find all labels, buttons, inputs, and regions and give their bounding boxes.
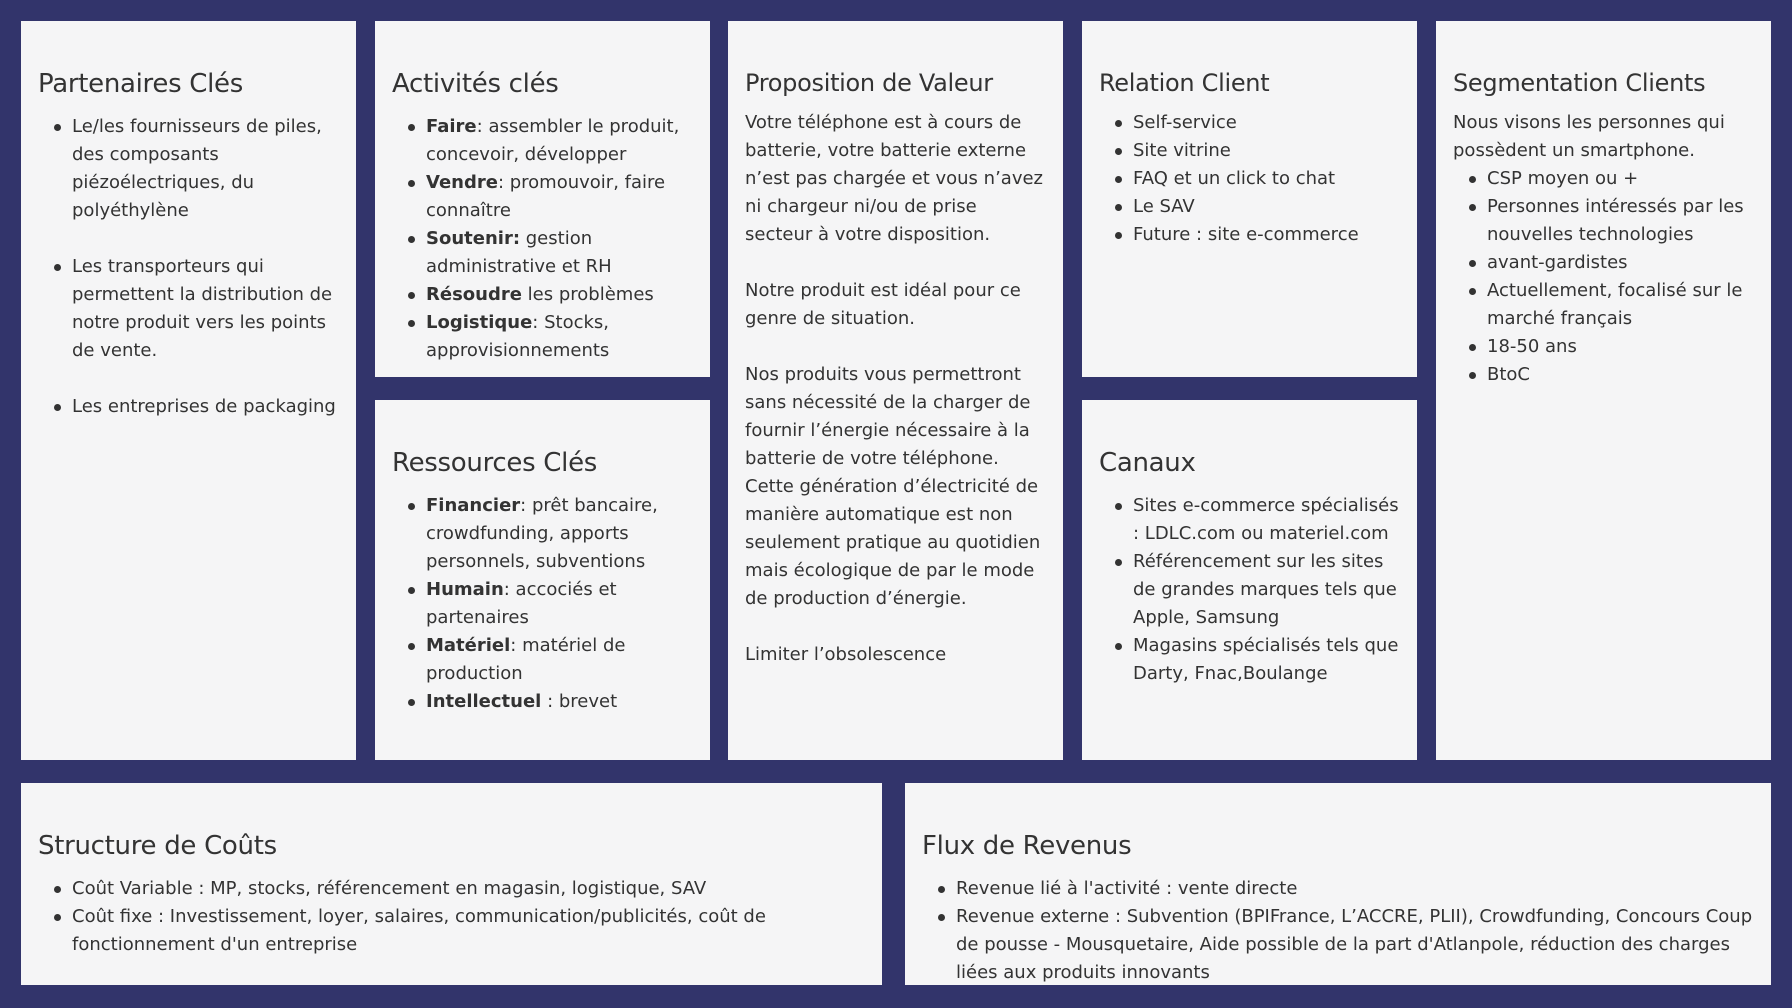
- item-text: : Stocks, approvisionnements: [426, 312, 610, 361]
- list-item: Le SAV: [1133, 193, 1400, 221]
- paragraph: Limiter l’obsolescence: [745, 644, 947, 665]
- card-title: Ressources Clés: [392, 448, 598, 478]
- list-item: Site vitrine: [1133, 137, 1400, 165]
- item-text: : assembler le produit, concevoir, développer: [426, 116, 680, 165]
- paragraph: Votre téléphone est à cours de batterie, votre batterie externe n’est pas chargée et vous n’avez ni chargeur ni/ou de prise secteur à votre disposition.: [745, 112, 1043, 245]
- card-activites-cles: [375, 21, 710, 377]
- list-item: avant-gardistes: [1487, 249, 1754, 277]
- item-text: gestion administrative et RH: [426, 228, 612, 277]
- card-title: Proposition de Valeur: [745, 69, 993, 97]
- item-text: les problèmes: [521, 284, 654, 305]
- card-flux-revenus: [905, 783, 1771, 985]
- item-text: : prêt bancaire, crowdfunding, apports personnels, subventions: [426, 495, 658, 572]
- item-keyword: Soutenir:: [426, 228, 521, 249]
- list-item: FAQ et un click to chat: [1133, 165, 1400, 193]
- list-item: Future : site e-commerce: [1133, 221, 1400, 249]
- item-text: : brevet: [541, 691, 618, 712]
- card-title: Activités clés: [392, 69, 559, 99]
- list-item: Sites e-commerce spécialisés : LDLC.com ou materiel.com: [1133, 492, 1400, 548]
- list-item: [426, 169, 693, 225]
- list-item: Les entreprises de packaging: [72, 393, 339, 421]
- card-canaux: [1082, 400, 1417, 760]
- card-title: Partenaires Clés: [38, 69, 244, 99]
- list-item: Coût Variable : MP, stocks, référencement en magasin, logistique, SAV: [72, 875, 805, 903]
- list-item: Coût fixe : Investissement, loyer, salaires, communication/publicités, coût de fonctionnement d'un entreprise: [72, 903, 805, 959]
- card-proposition-valeur: [728, 21, 1063, 760]
- item-keyword: Résoudre: [426, 284, 522, 305]
- item-keyword: Faire: [426, 116, 477, 137]
- card-title: Structure de Coûts: [38, 831, 277, 861]
- card-title: Segmentation Clients: [1453, 69, 1706, 97]
- list-item: [426, 113, 693, 169]
- paragraph: Nos produits vous permettront sans nécessité de la charger de fournir l’énergie nécessaire à la batterie de votre téléphone. Cette génération d’électricité de manière automatique est non seulement pratique au quotidien mais écologique de par le mode de production d’énergie.: [745, 364, 1041, 609]
- card-title: Flux de Revenus: [922, 831, 1132, 861]
- list-item: Le/les fournisseurs de piles, des composants piézoélectriques, du polyéthylène: [72, 113, 339, 225]
- list-item: Référencement sur les sites de grandes marques tels que Apple, Samsung: [1133, 548, 1400, 632]
- item-keyword: Matériel: [426, 635, 511, 656]
- item-keyword: Vendre: [426, 172, 498, 193]
- item-text: : matériel de production: [426, 635, 626, 684]
- item-keyword: Intellectuel: [426, 691, 542, 712]
- list-item: Actuellement, focalisé sur le marché français: [1487, 277, 1754, 333]
- list-item: [426, 225, 693, 281]
- list-item: Revenue externe : Subvention (BPIFrance, L’ACCRE, PLII), Crowdfunding, Concours Coup de pousse - Mousquetaire, Aide possible de la part d'Atlanpole, réduction des charges liées aux produits innovants: [956, 903, 1754, 987]
- item-keyword: Humain: [426, 579, 504, 600]
- item-keyword: Logistique: [426, 312, 533, 333]
- card-ressources-cles: [375, 400, 710, 760]
- list-item: [426, 632, 693, 688]
- card-structure-couts: [21, 783, 882, 985]
- list-item: [426, 492, 693, 576]
- list-item: BtoC: [1487, 361, 1754, 389]
- card-partenaires-cles: [21, 21, 356, 760]
- list-item: [426, 688, 693, 716]
- list-item: [426, 576, 693, 632]
- card-relation-client: [1082, 21, 1417, 377]
- list-item: CSP moyen ou +: [1487, 165, 1754, 193]
- card-title: Canaux: [1099, 448, 1196, 478]
- card-title: Relation Client: [1099, 69, 1270, 97]
- card-segmentation-clients: [1436, 21, 1771, 760]
- list-item: 18-50 ans: [1487, 333, 1754, 361]
- list-item: [426, 309, 693, 365]
- list-item: Magasins spécialisés tels que Darty, Fnac,Boulange: [1133, 632, 1400, 688]
- list-item: Personnes intéressés par les nouvelles technologies: [1487, 193, 1754, 249]
- list-item: [426, 281, 693, 309]
- item-text: : accociés et partenaires: [426, 579, 617, 628]
- item-text: : promouvoir, faire connaître: [426, 172, 666, 221]
- intro-text: Nous visons les personnes qui possèdent un smartphone.: [1453, 112, 1725, 161]
- list-item: Revenue lié à l'activité : vente directe: [956, 875, 1754, 903]
- paragraph: Notre produit est idéal pour ce genre de situation.: [745, 280, 1021, 329]
- list-item: Les transporteurs qui permettent la distribution de notre produit vers les points de vente.: [72, 253, 339, 365]
- item-keyword: Financier: [426, 495, 521, 516]
- list-item: Self-service: [1133, 109, 1400, 137]
